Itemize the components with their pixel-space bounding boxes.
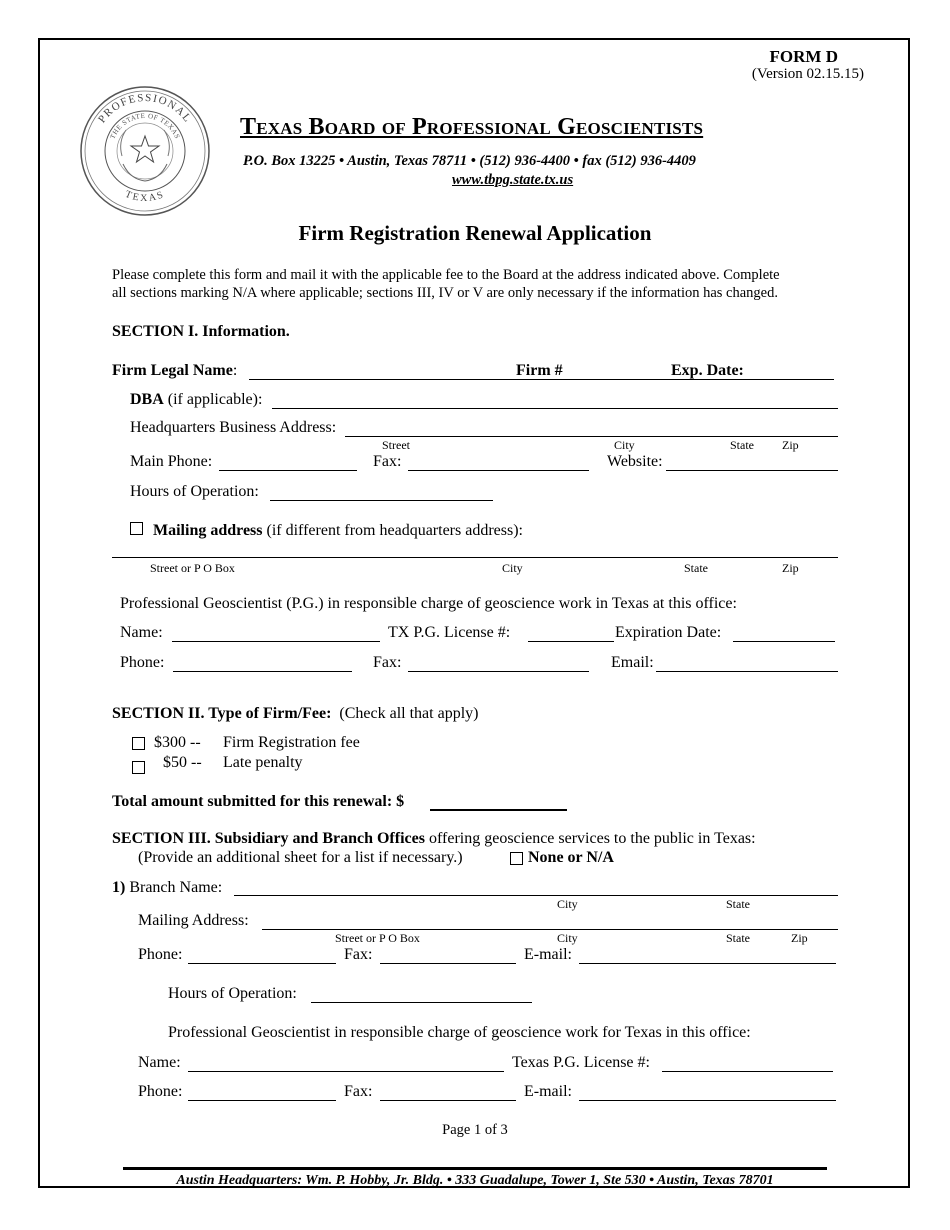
pg-fax-label: Fax:: [373, 654, 402, 671]
footer-rule: [123, 1167, 827, 1170]
footer-address: Austin Headquarters: Wm. P. Hobby, Jr. Bldg. • 333 Guadalupe, Tower 1, Ste 530 • Austin, Texas 78701: [176, 1173, 774, 1188]
branch-mailing-input[interactable]: [262, 929, 838, 930]
branch-pg-fax-input[interactable]: [380, 1100, 516, 1101]
branch-mail-city-caption: City: [557, 931, 578, 945]
branch-phone-label: Phone:: [138, 946, 183, 963]
fee2-label: Late penalty: [223, 754, 303, 771]
page-number: Page 1 of 3: [442, 1122, 508, 1138]
mailing-city-caption: City: [502, 561, 523, 575]
fax-label: Fax:: [373, 453, 402, 470]
branch-pg-intro: Professional Geoscientist in responsible charge of geoscience work for Texas in this office:: [168, 1024, 751, 1041]
branch-pg-name-input[interactable]: [188, 1071, 504, 1072]
branch-pg-license-input[interactable]: [662, 1071, 833, 1072]
branch-pg-name-label: Name:: [138, 1054, 181, 1071]
mailing-zip-caption: Zip: [782, 561, 799, 575]
branch-email-label: E-mail:: [524, 946, 572, 963]
branch-pg-email-input[interactable]: [579, 1100, 836, 1101]
pg-fax-input[interactable]: [408, 671, 589, 672]
dba-input[interactable]: [272, 408, 838, 409]
board-title: Texas Board of Professional Geoscientists: [240, 114, 704, 140]
branch-pg-phone-label: Phone:: [138, 1083, 183, 1100]
firm-number-label: Firm #: [516, 362, 563, 379]
intro-line-1: Please complete this form and mail it with the applicable fee to the Board at the address indicated above. Complete: [112, 267, 780, 283]
mailing-address-input[interactable]: [112, 557, 838, 558]
fee2-checkbox[interactable]: [132, 761, 145, 774]
branch-street-caption: Street or P O Box: [335, 931, 420, 945]
mailing-state-caption: State: [684, 561, 708, 575]
seal-bottom-text: TEXAS: [123, 188, 167, 205]
branch-fax-label: Fax:: [344, 946, 373, 963]
firm-legal-name-label: Firm Legal Name:: [112, 362, 238, 379]
pg-email-input[interactable]: [656, 671, 838, 672]
section2-heading: SECTION II. Type of Firm/Fee: (Check all that apply): [112, 705, 479, 722]
total-amount-label: Total amount submitted for this renewal: $: [112, 793, 405, 810]
pg-expiration-input[interactable]: [733, 641, 835, 642]
pg-phone-input[interactable]: [173, 671, 352, 672]
website-label: Website:: [607, 453, 663, 470]
pg-name-label: Name:: [120, 624, 163, 641]
branch-mailing-label: Mailing Address:: [138, 912, 249, 929]
branch-mail-state-caption: State: [726, 931, 750, 945]
section1-heading: SECTION I. Information.: [112, 323, 290, 340]
exp-date-label: Exp. Date:: [671, 362, 744, 379]
branch-name-label: 1) Branch Name:: [112, 879, 223, 896]
intro-line-2: all sections marking N/A where applicable; sections III, IV or V are only necessary if the information has changed.: [112, 285, 778, 301]
fax-input[interactable]: [408, 470, 589, 471]
branch-mail-zip-caption: Zip: [791, 931, 808, 945]
fee1-amount: $300 --: [154, 734, 201, 751]
none-na-checkbox[interactable]: [510, 852, 523, 865]
doc-title: Firm Registration Renewal Application: [298, 221, 652, 245]
section3-heading: SECTION III. Subsidiary and Branch Offices offering geoscience services to the public in Texas:: [112, 830, 756, 847]
branch-hours-input[interactable]: [311, 1002, 532, 1003]
branch-phone-input[interactable]: [188, 963, 336, 964]
branch-fax-input[interactable]: [380, 963, 516, 964]
pg-phone-label: Phone:: [120, 654, 165, 671]
form-version: (Version 02.15.15): [751, 66, 864, 82]
seal-top-text: PROFESSIONAL: [95, 91, 195, 126]
branch-state-caption: State: [726, 897, 750, 911]
hq-zip-caption: Zip: [782, 438, 799, 452]
total-amount-input[interactable]: [430, 809, 567, 811]
mailing-street-caption: Street or P O Box: [150, 561, 235, 575]
board-website-link[interactable]: www.tbpg.state.tx.us: [452, 172, 574, 188]
hq-city-caption: City: [614, 438, 635, 452]
main-phone-label: Main Phone:: [130, 453, 213, 470]
branch-hours-label: Hours of Operation:: [168, 985, 297, 1002]
pg-license-input[interactable]: [528, 641, 614, 642]
dba-label: DBA (if applicable):: [130, 391, 263, 408]
branch-pg-email-label: E-mail:: [524, 1083, 572, 1100]
mailing-address-label: Mailing address (if different from headquarters address):: [153, 522, 523, 539]
branch-city-caption: City: [557, 897, 578, 911]
branch-pg-fax-label: Fax:: [344, 1083, 373, 1100]
hours-input[interactable]: [270, 500, 493, 501]
branch-email-input[interactable]: [579, 963, 836, 964]
branch-pg-license-label: Texas P.G. License #:: [512, 1054, 650, 1071]
branch-pg-phone-input[interactable]: [188, 1100, 336, 1101]
hq-address-input[interactable]: [345, 436, 838, 437]
form-id: FORM D: [769, 47, 838, 66]
main-phone-input[interactable]: [219, 470, 357, 471]
branch-name-input[interactable]: [234, 895, 838, 896]
pg-name-input[interactable]: [172, 641, 380, 642]
hq-address-label: Headquarters Business Address:: [130, 419, 337, 436]
fee1-checkbox[interactable]: [132, 737, 145, 750]
hours-label: Hours of Operation:: [130, 483, 259, 500]
fee2-amount: $50 --: [163, 754, 202, 771]
board-contact: P.O. Box 13225 • Austin, Texas 78711 • (512) 936-4400 • fax (512) 936-4409: [243, 153, 696, 169]
mailing-address-checkbox[interactable]: [130, 522, 143, 535]
seal-inner-text: THE STATE OF TEXAS: [108, 111, 182, 141]
hq-state-caption: State: [730, 438, 754, 452]
none-na-label: None or N/A: [528, 849, 614, 866]
website-input[interactable]: [666, 470, 838, 471]
state-seal-icon: [78, 84, 212, 218]
pg-intro-text: Professional Geoscientist (P.G.) in responsible charge of geoscience work in Texas at this office:: [120, 595, 737, 612]
section3-note: (Provide an additional sheet for a list if necessary.): [138, 849, 463, 866]
pg-email-label: Email:: [611, 654, 654, 671]
pg-license-label: TX P.G. License #:: [388, 624, 511, 641]
hq-street-caption: Street: [382, 438, 410, 452]
pg-expiration-label: Expiration Date:: [615, 624, 722, 641]
fee1-label: Firm Registration fee: [223, 734, 360, 751]
